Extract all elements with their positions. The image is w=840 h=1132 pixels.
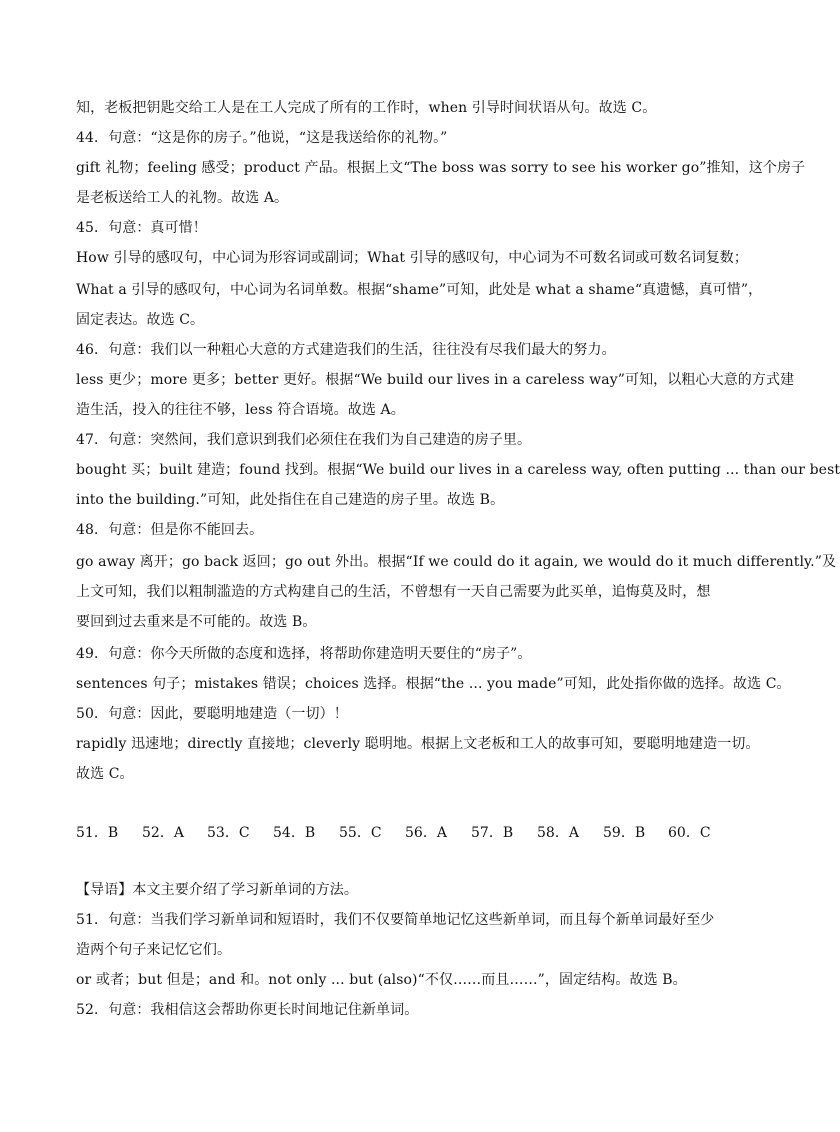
text-line: bought 买；built 建造；found 找到。根据“We build our lives in a careless way, often putting ... than our best [76,462,840,478]
text-line: 故选 C。 [76,766,134,782]
text-line: 造生活，投入的往往不够，less 符合语境。故选 A。 [76,402,405,418]
text-line: gift 礼物；feeling 感受；product 产品。根据上文“The boss was sorry to see his worker go”推知，这个房子 [76,160,806,176]
answer-item: 55．C [339,825,382,841]
answer-key-row [76,823,736,843]
answer-item: 53．C [207,825,250,841]
text-line: What a 引导的感叹句，中心词为名词单数。根据“shame”可知，此处是 what a shame“真遗憾，真可惜”， [76,282,763,298]
text-line: sentences 句子；mistakes 错误；choices 选择。根据“the ... you made”可知，此处指你做的选择。故选 C。 [76,676,791,692]
text-line: into the building.”可知，此处指住在自己建造的房子里。故选 B。 [76,492,505,508]
text-line: 是老板送给工人的礼物。故选 A。 [76,190,289,206]
answer-item: 59．B [603,825,646,841]
text-line: 44．句意：“这是你的房子。”他说，“这是我送给你的礼物。” [76,130,448,146]
text-line: 固定表达。故选 C。 [76,312,205,328]
text-line: 上文可知，我们以粗制滥造的方式构建自己的生活，不曾想有一天自己需要为此买单，追悔莫及时，想 [76,584,711,600]
answer-item: 54．B [273,825,316,841]
text-line: less 更少；more 更多；better 更好。根据“We build our lives in a careless way”可知，以粗心大意的方式建 [76,372,795,388]
text-line: 造两个句子来记忆它们。 [76,942,232,958]
text-line: 48．句意：但是你不能回去。 [76,522,264,538]
text-line: 50．句意：因此，要聪明地建造（一切）！ [76,706,348,722]
answer-item: 56．A [405,825,447,841]
answer-item: 60．C [668,825,711,841]
text-line: 49．句意：你今天所做的态度和选择，将帮助你建造明天要住的“房子”。 [76,646,532,662]
text-line: or 或者；but 但是；and 和。not only ... but (also)“不仅……而且……”，固定结构。故选 B。 [76,972,687,988]
text-line: go away 离开；go back 返回；go out 外出。根据“If we could do it again, we would do it much differently.”及 [76,554,837,570]
text-line: rapidly 迅速地；directly 直接地；cleverly 聪明地。根据上文老板和工人的故事可知，要聪明地建造一切。 [76,736,760,752]
text-line: 45．句意：真可惜！ [76,220,207,236]
answer-item: 51．B [76,825,119,841]
section-intro: 【导语】本文主要介绍了学习新单词的方法。 [76,882,358,898]
text-line: 52．句意：我相信这会帮助你更长时间地记住新单词。 [76,1002,419,1018]
text-line: 51．句意：当我们学习新单词和短语时，我们不仅要简单地记忆这些新单词，而且每个新单词最好至少 [76,912,715,928]
answer-item: 57．B [471,825,514,841]
text-line: 要回到过去重来是不可能的。故选 B。 [76,614,317,630]
answer-item: 58．A [537,825,579,841]
text-line: 知，老板把钥匙交给工人是在工人完成了所有的工作时，when 引导时间状语从句。故选 C。 [76,100,657,116]
text-line: How 引导的感叹句，中心词为形容词或副词；What 引导的感叹句，中心词为不可数名词或可数名词复数； [76,250,748,266]
text-line: 47．句意：突然间，我们意识到我们必须住在我们为自己建造的房子里。 [76,432,532,448]
answer-item: 52．A [142,825,184,841]
text-line: 46．句意：我们以一种粗心大意的方式建造我们的生活，往往没有尽我们最大的努力。 [76,342,616,358]
